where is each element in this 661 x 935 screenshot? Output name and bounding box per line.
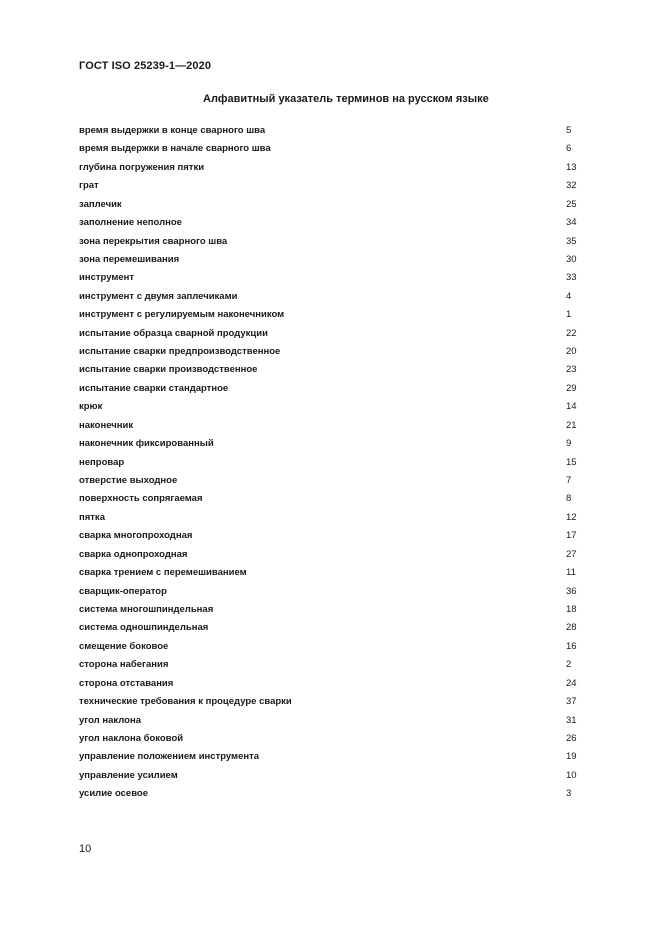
index-term: сварщик-оператор bbox=[79, 585, 167, 597]
index-entry bbox=[79, 196, 579, 214]
index-entry bbox=[79, 288, 579, 306]
index-entry bbox=[79, 472, 579, 490]
index-term: сварка трением с перемешиванием bbox=[79, 567, 247, 579]
index-entry bbox=[79, 269, 579, 287]
index-term: сторона отставания bbox=[79, 677, 174, 689]
index-term-number: 8 bbox=[566, 493, 572, 505]
index-term-number: 30 bbox=[566, 253, 577, 265]
index-entry bbox=[79, 748, 579, 766]
index-term: отверстие выходное bbox=[79, 475, 178, 487]
index-entry bbox=[79, 638, 579, 656]
index-term: непровар bbox=[79, 456, 125, 468]
index-entry bbox=[79, 380, 579, 398]
index-term: зона перекрытия сварного шва bbox=[79, 235, 228, 247]
index-entry bbox=[79, 730, 579, 748]
index-entry bbox=[79, 343, 579, 361]
index-term-number: 10 bbox=[566, 769, 577, 781]
index-term: испытание образца сварной продукции bbox=[79, 327, 268, 339]
index-term-number: 6 bbox=[566, 143, 572, 155]
index-term-number: 19 bbox=[566, 751, 577, 763]
index-term: пятка bbox=[79, 511, 105, 523]
index-term-number: 15 bbox=[566, 456, 577, 468]
index-term-number: 22 bbox=[566, 327, 577, 339]
index-term-number: 27 bbox=[566, 548, 577, 560]
index-entry bbox=[79, 675, 579, 693]
index-term: инструмент с регулируемым наконечником bbox=[79, 309, 285, 321]
index-term-number: 31 bbox=[566, 714, 577, 726]
index-term: система одношпиндельная bbox=[79, 622, 209, 634]
index-entry bbox=[79, 159, 579, 177]
index-term-number: 2 bbox=[566, 659, 572, 671]
index-term-number: 26 bbox=[566, 732, 577, 744]
index-term-number: 29 bbox=[566, 382, 577, 394]
index-entry bbox=[79, 251, 579, 269]
section-title: Алфавитный указатель терминов на русском языке bbox=[203, 93, 489, 105]
index-entry bbox=[79, 140, 579, 158]
index-term-number: 4 bbox=[566, 290, 572, 302]
index-term: инструмент bbox=[79, 272, 135, 284]
index-term-number: 32 bbox=[566, 180, 577, 192]
index-entry bbox=[79, 785, 579, 803]
index-term-number: 23 bbox=[566, 364, 577, 376]
index-term: время выдержки в конце сварного шва bbox=[79, 125, 266, 136]
index-term: угол наклона боковой bbox=[79, 732, 184, 744]
index-term: испытание сварки стандартное bbox=[79, 382, 229, 394]
index-entry bbox=[79, 122, 579, 140]
index-term: испытание сварки производственное bbox=[79, 364, 258, 376]
index-term: инструмент с двумя заплечиками bbox=[79, 290, 238, 302]
index-term-number: 34 bbox=[566, 217, 577, 229]
index-term-number: 16 bbox=[566, 640, 577, 652]
index-entry bbox=[79, 583, 579, 601]
index-term: смещение боковое bbox=[79, 640, 169, 652]
index-entry bbox=[79, 325, 579, 343]
index-term-number: 18 bbox=[566, 603, 577, 615]
index-entry bbox=[79, 527, 579, 545]
index-term-number: 1 bbox=[566, 309, 572, 321]
index-term: крюк bbox=[79, 401, 103, 413]
document-code: ГОСТ ISO 25239-1—2020 bbox=[79, 60, 212, 72]
index-term: система многошпиндельная bbox=[79, 603, 214, 615]
index-term-number: 17 bbox=[566, 530, 577, 542]
index-term-number: 25 bbox=[566, 198, 577, 210]
index-term: испытание сварки предпроизводственное bbox=[79, 346, 281, 358]
index-term: заплечик bbox=[79, 198, 122, 210]
index-term-number: 12 bbox=[566, 511, 577, 523]
index-entry bbox=[79, 601, 579, 619]
index-entry bbox=[79, 656, 579, 674]
index-entry bbox=[79, 546, 579, 564]
index-term: глубина погружения пятки bbox=[79, 161, 205, 173]
index-term-number: 21 bbox=[566, 419, 577, 431]
index-term: сторона набегания bbox=[79, 659, 169, 671]
index-term-number: 9 bbox=[566, 438, 572, 450]
index-term-number: 14 bbox=[566, 401, 577, 413]
index-entry bbox=[79, 417, 579, 435]
index-term: управление положением инструмента bbox=[79, 751, 260, 763]
index-entry bbox=[79, 712, 579, 730]
index-term: поверхность сопрягаемая bbox=[79, 493, 203, 505]
index-term-number: 28 bbox=[566, 622, 577, 634]
index-entry bbox=[79, 214, 579, 232]
index-entry bbox=[79, 177, 579, 195]
index-term: усилие осевое bbox=[79, 788, 149, 800]
index-term-number: 33 bbox=[566, 272, 577, 284]
index-entry bbox=[79, 490, 579, 508]
index-term-number: 37 bbox=[566, 696, 577, 708]
index-term: заполнение неполное bbox=[79, 217, 182, 229]
index-term: зона перемешивания bbox=[79, 253, 180, 265]
index-term: управление усилием bbox=[79, 769, 178, 781]
page-number: 10 bbox=[79, 843, 92, 855]
index-term: наконечник фиксированный bbox=[79, 438, 214, 450]
index-entry bbox=[79, 398, 579, 416]
index-entry bbox=[79, 767, 579, 785]
index-term: время выдержки в начале сварного шва bbox=[79, 143, 271, 155]
index-term: грат bbox=[79, 180, 99, 192]
index-term: сварка многопроходная bbox=[79, 530, 193, 542]
index-term: технические требования к процедуре сварки bbox=[79, 696, 292, 708]
index-term-number: 20 bbox=[566, 346, 577, 358]
index-term-number: 3 bbox=[566, 788, 572, 800]
index-term: сварка однопроходная bbox=[79, 548, 188, 560]
index-term-number: 5 bbox=[566, 125, 572, 136]
index-entry bbox=[79, 619, 579, 637]
index-term-number: 13 bbox=[566, 161, 577, 173]
index-term-number: 7 bbox=[566, 475, 572, 487]
index-term: угол наклона bbox=[79, 714, 141, 726]
index-entry bbox=[79, 509, 579, 527]
index-entry bbox=[79, 361, 579, 379]
index-entry bbox=[79, 306, 579, 324]
index-term-number: 11 bbox=[566, 567, 576, 579]
index-entry bbox=[79, 693, 579, 711]
index-term-number: 36 bbox=[566, 585, 577, 597]
index-entry bbox=[79, 233, 579, 251]
index-entry bbox=[79, 564, 579, 582]
index-entry bbox=[79, 454, 579, 472]
index-entry bbox=[79, 435, 579, 453]
index-term: наконечник bbox=[79, 419, 134, 431]
index-term-number: 24 bbox=[566, 677, 577, 689]
index-term-number: 35 bbox=[566, 235, 577, 247]
term-index-list bbox=[79, 122, 579, 804]
